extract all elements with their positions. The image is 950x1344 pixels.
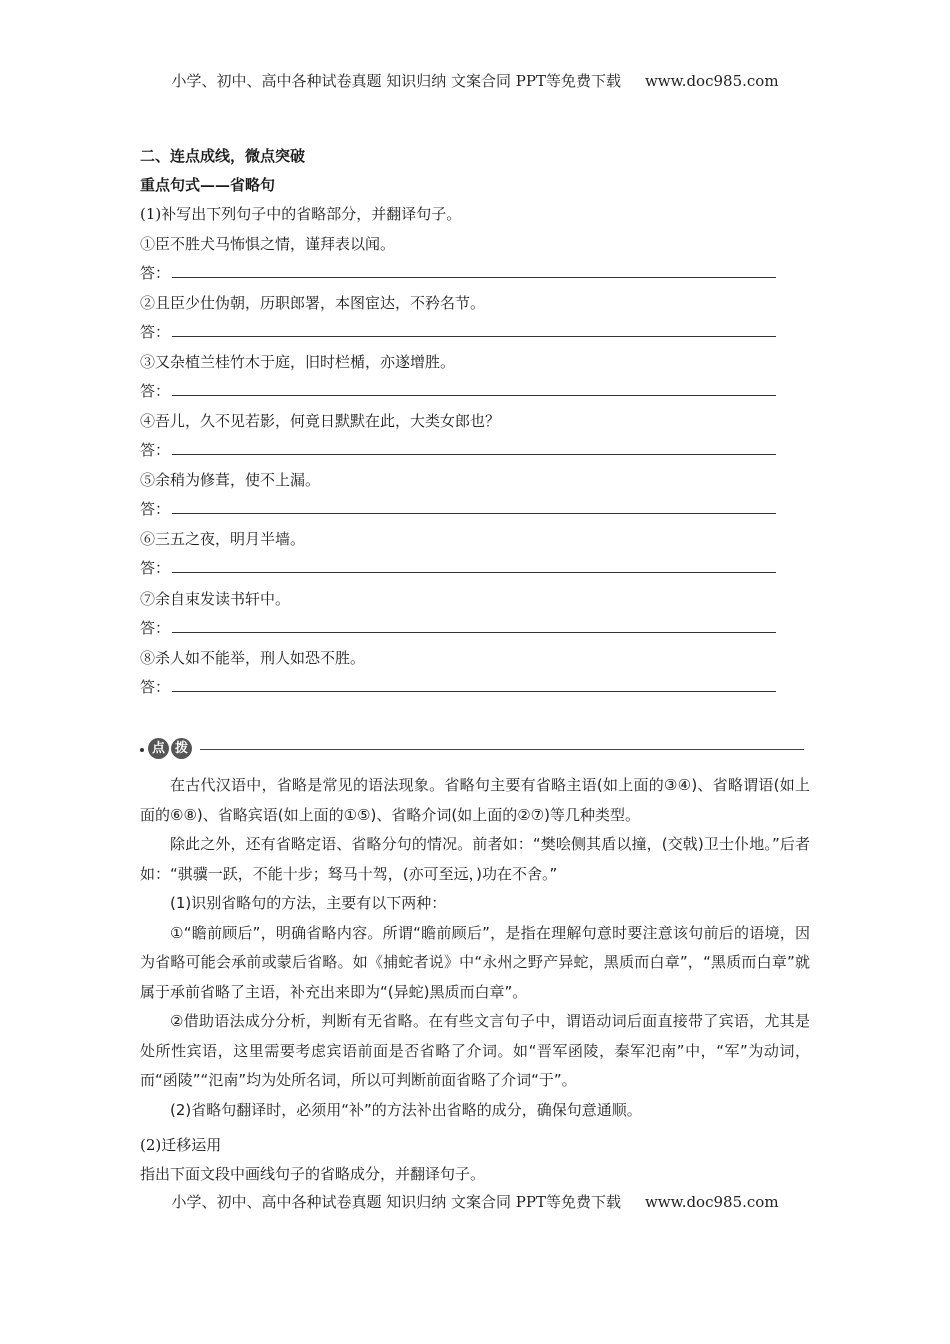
tip-content — [140, 771, 810, 1125]
page-header — [0, 70, 950, 91]
question-item-1: ①臣不胜犬马怖惧之情，谨拜表以闻。 — [140, 235, 396, 253]
question-item-3: ③又杂植兰桂竹木于庭，旧时栏楯，亦遂增胜。 — [140, 353, 456, 371]
answer-line-2[interactable] — [140, 321, 776, 342]
page-footer — [0, 1191, 950, 1212]
tip-paragraph-6: (2)省略句翻译时，必须用“补”的方法补出省略的成分，确保句意通顺。 — [170, 1100, 642, 1119]
answer-line-4[interactable] — [140, 439, 776, 460]
question-item-6: ⑥三五之夜，明月半墙。 — [140, 530, 306, 548]
answer-blank[interactable] — [172, 560, 776, 573]
tip-paragraph-5: ②借助语法成分分析，判断有无省略。在有些文言句子中，谓语动词后面直接带了宾语，尤其是处所性宾语，这里需要考虑宾语前面是否省略了介词。如“晋军函陵，秦军氾南”中，“军”为动词，而“函陵”“氾南”均为处所名词，所以可判断前面省略了介词“于”。 — [140, 1012, 810, 1089]
answer-label: 答： — [140, 619, 171, 637]
answer-blank[interactable] — [172, 679, 776, 692]
section-title: 二、连点成线，微点突破 — [140, 147, 306, 165]
answer-label: 答： — [140, 559, 171, 577]
answer-blank[interactable] — [172, 442, 776, 455]
section-subtitle: 重点句式——省略句 — [140, 176, 276, 194]
answer-line-3[interactable] — [140, 380, 776, 401]
header-site[interactable]: www.doc985.com — [644, 72, 779, 90]
tip-paragraph-2: 除此之外，还有省略定语、省略分句的情况。前者如：“樊哙侧其盾以撞，(交戟)卫士仆地。”后者如：“骐骥一跃，不能十步；驽马十驾，(亦可至远，)功在不舍。” — [140, 835, 810, 883]
tip-badge-1: 点 — [148, 738, 169, 759]
answer-blank[interactable] — [172, 620, 776, 633]
question-item-5: ⑤余稍为修葺，使不上漏。 — [140, 471, 321, 489]
answer-label: 答： — [140, 678, 171, 696]
question-item-4: ④吾儿，久不见若影，何竟日默默在此，大类女郎也？ — [140, 412, 501, 430]
answer-blank[interactable] — [172, 324, 776, 337]
tip-divider — [140, 737, 804, 761]
tip-paragraph-3: (1)识别省略句的方法，主要有以下两种： — [170, 894, 447, 912]
answer-line-5[interactable] — [140, 498, 776, 519]
answer-label: 答： — [140, 264, 171, 282]
task-1-instruction: (1)补写出下列句子中的省略部分，并翻译句子。 — [140, 205, 462, 223]
question-item-7: ⑦余自束发读书轩中。 — [140, 590, 291, 608]
answer-line-1[interactable] — [140, 262, 776, 283]
answer-label: 答： — [140, 382, 171, 400]
question-item-8: ⑧杀人如不能举，刑人如恐不胜。 — [140, 649, 366, 667]
tip-paragraph-4: ①“瞻前顾后”，明确省略内容。所谓“瞻前顾后”，是指在理解句意时要注意该句前后的语境，因为省略可能会承前或蒙后省略。如《捕蛇者说》中“永州之野产异蛇，黑质而白章”，“黑质而白章”就属于承前省略了主语，补充出来即为“(异蛇)黑质而白章”。 — [140, 923, 810, 1001]
answer-label: 答： — [140, 323, 171, 341]
answer-line-8[interactable] — [140, 676, 776, 697]
answer-line-6[interactable] — [140, 557, 776, 578]
header-text: 小学、初中、高中各种试卷真题 知识归纳 文案合同 PPT等免费下载 — [171, 72, 621, 90]
footer-text: 小学、初中、高中各种试卷真题 知识归纳 文案合同 PPT等免费下载 — [171, 1193, 621, 1211]
transfer-title: (2)迁移运用 — [140, 1136, 222, 1154]
answer-label: 答： — [140, 500, 171, 518]
tip-paragraph-1: 在古代汉语中，省略是常见的语法现象。省略句主要有省略主语(如上面的③④)、省略谓语(如上面的⑥⑧)、省略宾语(如上面的①⑤)、省略介词(如上面的②⑦)等几种类型。 — [140, 776, 810, 824]
transfer-instruction: 指出下面文段中画线句子的省略成分，并翻译句子。 — [140, 1165, 486, 1183]
bullet-dot-icon — [140, 748, 144, 752]
answer-blank[interactable] — [172, 265, 776, 278]
tip-badge-2: 拨 — [171, 738, 192, 759]
answer-blank[interactable] — [172, 383, 776, 396]
answer-label: 答： — [140, 441, 171, 459]
answer-line-7[interactable] — [140, 617, 776, 638]
footer-site[interactable]: www.doc985.com — [644, 1193, 779, 1211]
answer-blank[interactable] — [172, 501, 776, 514]
question-item-2: ②且臣少仕伪朝，历职郎署，本图宦达，不矜名节。 — [140, 294, 486, 312]
divider-line — [200, 749, 804, 750]
